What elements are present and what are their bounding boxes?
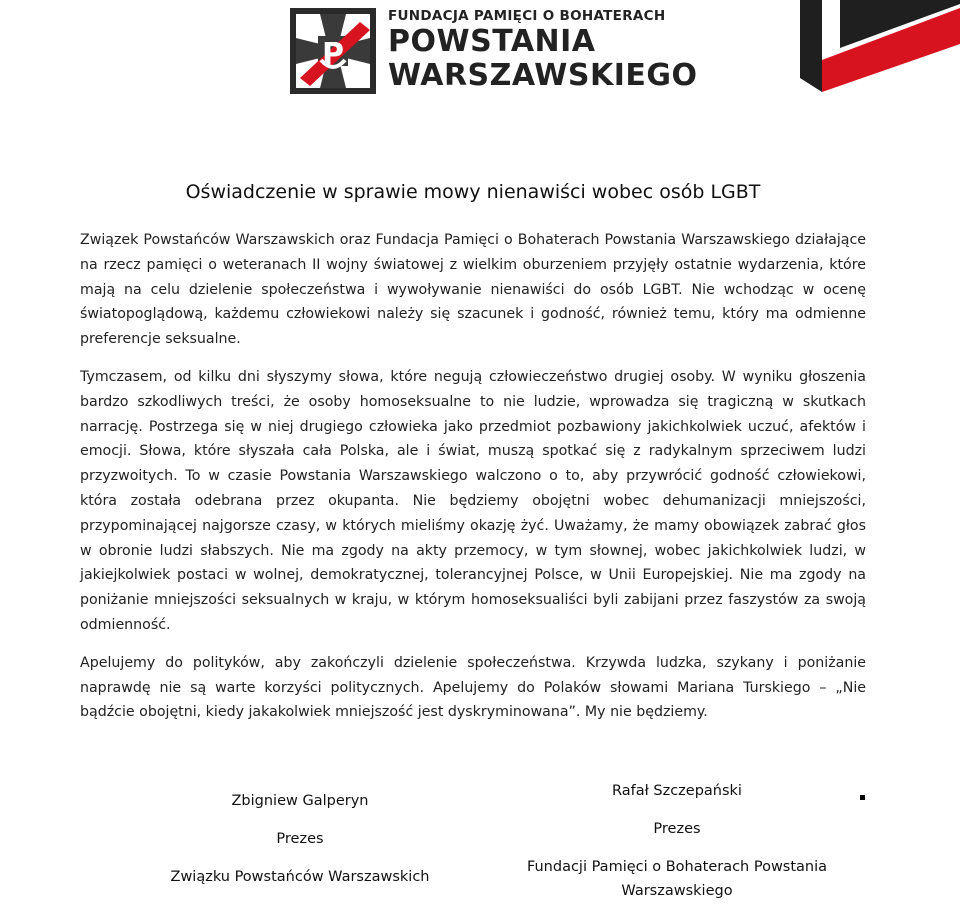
foundation-logo-emblem [290,8,376,94]
logo-wordmark [388,8,698,93]
svg-text:P: P [322,37,344,72]
letterhead [0,0,960,120]
signatory-organization: Związku Powstańców Warszawskich [170,869,430,885]
signature-block-right [507,772,847,903]
signatory-role: Prezes [653,821,701,837]
logo-line-warszawskiego: WARSZAWSKIEGO [388,58,698,93]
statement-body [80,228,866,738]
logo-line-powstania: POWSTANIA [388,24,596,59]
signatory-name: Zbigniew Galperyn [231,793,369,809]
signature-block-left [150,782,450,896]
paragraph: Tymczasem, od kilku dni słyszymy słowa, które negują człowieczeństwo drugiej osoby. W wyniku głoszenia bardzo szkodliwych treści, że osoby homoseksualne to nie ludzie, wprowadza się tragiczną w skutkach narrację. Postrzega się w niej drugiego człowieka jako przedmiot pozbawiony jakichkolwiek uczuć, afektów i emocji. Słowa, które słyszała cała Polska, ale i świat, muszą spotkać się z radykalnym sprzeciwem ludzi przyzwoitych. To w czasie Powstania Warszawskiego walczono o to, aby przywrócić godność człowiekowi, która została odebrana przez okupanta. Nie będziemy obojętni wobec dehumanizacji mniejszości, przypominającej najgorsze czasy, w których mieliśmy okazję żyć. Uważamy, że mamy obowiązek zabrać głos w obronie ludzi słabszych. Nie ma zgody na akty przemocy, w tym słownej, wobec jakichkolwiek ludzi, w jakiejkolwiek postaci w wolnej, demokratycznej, tolerancyjnej Polsce, w Unii Europejskiej. Nie ma zgody na poniżanie mniejszości seksualnych w kraju, w którym homoseksualiści byli zabijani przez faszystów za swoją odmienność. [80,368,866,633]
signatory-role: Prezes [276,831,324,847]
signatory-organization: Fundacji Pamięci o Bohaterach Powstania Warszawskiego [526,859,828,899]
paragraph: Apelujemy do polityków, aby zakończyli dzielenie społeczeństwa. Krzywda ludzka, szykany i poniżanie naprawdę nie są warte korzyści politycznych. Apelujemy do Polaków słowami Mariana Turskiego – „Nie bądźcie obojętni, kiedy jakakolwiek mniejszość jest dyskryminowana”. My nie będziemy. [80,654,866,721]
decorative-dot [860,795,865,800]
corner-flag-graphic [800,0,960,92]
signatory-name: Rafał Szczepański [612,783,742,799]
logo-line-foundation: FUNDACJA PAMIĘCI O BOHATERACH [388,8,666,24]
paragraph: Związek Powstańców Warszawskich oraz Fundacja Pamięci o Bohaterach Powstania Warszawskiego działające na rzecz pamięci o weteranach II wojny światowej z wielkim oburzeniem przyjęły ostatnie wydarzenia, które mają na celu dzielenie społeczeństwa i wywoływanie nienawiści do osób LGBT. Nie wchodząc w ocenę światopoglądową, każdemu człowiekowi należy się szacunek i godność, również temu, który ma odmienne preferencje seksualne. [80,232,866,348]
statement-title: Oświadczenie w sprawie mowy nienawiści wobec osób LGBT [185,181,761,203]
